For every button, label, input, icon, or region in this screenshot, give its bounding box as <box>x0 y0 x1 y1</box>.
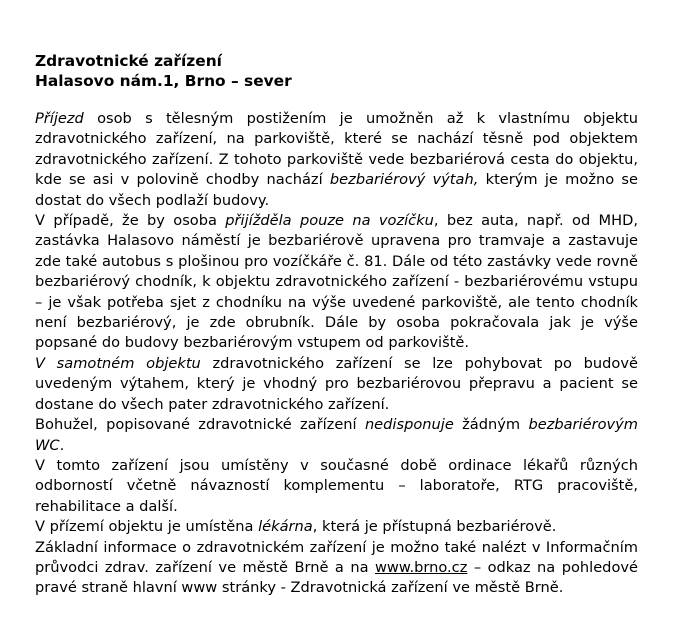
wc-text-c: žádným <box>453 416 529 434</box>
wheelchair-text-c: , bez auta, např. od MHD, zastávka Halasovo náměstí je bezbariérově upravena pro tramvaje a zastavuje zde také autobus s plošinou pro vozíčkáře č. 81. Dále od této zastávky vede rovně bezbariérový chodník, k objektu zdravotnického zařízení - bezbariérovému vstupu – je však potřeba sjet z chodníku na výše uvedené parkoviště, ale tento chodník není bezbariérový, je zde obrubník. Dále by osoba pokračovala jak je výše popsané do budovy bezbariérovým vstupem od parkoviště. <box>35 212 638 352</box>
inside-building-term: V samotném objektu <box>35 354 201 372</box>
barrier-free-lift-term: bezbariérový výtah, <box>329 171 479 189</box>
document-address: Halasovo nám.1, Brno – sever <box>35 72 292 90</box>
paragraph-inside-building <box>35 354 638 415</box>
no-availability-term: nedisponuje <box>364 416 454 434</box>
barrier-free-wc-term: bezbariérovým WC <box>35 416 639 454</box>
arrival-text-c: kterým je možno se dostat do všech podlaží budovy. <box>35 171 638 209</box>
arrival-text-a: osob s tělesným postižením je umožněn až k vlastnímu objektu zdravotnického zařízení, na parkoviště, které se nachází těsně pod objektem zdravotnického zařízení. Z tohoto parkoviště vede bezbariérová cesta do objektu, kde se asi v polovině chodby nachází <box>35 110 638 189</box>
paragraph-clinics <box>35 456 638 517</box>
wc-text-e: . <box>59 436 65 454</box>
wc-text-a: Bohužel, popisované zdravotnické zařízení <box>35 416 365 434</box>
paragraph-wc <box>35 415 638 456</box>
wheelchair-only-term: přijížděla pouze na vozíčku <box>225 212 434 230</box>
pharmacy-text-a: V přízemí objektu je umístěna <box>35 518 259 536</box>
paragraph-wheelchair-arrival <box>35 211 638 354</box>
brno-website-link[interactable]: www.brno.cz <box>375 558 468 576</box>
info-text-b: – odkaz na pohledové pravé straně hlavní www stránky - Zdravotnická zařízení ve městě Brně. <box>35 558 638 597</box>
pharmacy-term: lékárna <box>258 518 313 536</box>
paragraph-pharmacy <box>35 517 638 537</box>
paragraph-arrival <box>35 109 638 211</box>
inside-building-text: zdravotnického zařízení se lze pohybovat po budově uvedeným výtahem, který je vhodný pro bezbariérovou přepravu a pacient se dostane do všech pater zdravotnického zařízení. <box>35 354 638 413</box>
document-title: Zdravotnické zařízení <box>35 52 222 70</box>
info-text-a: Základní informace o zdravotnickém zařízení je možno také nalézt v Informačním průvodci zdrav. zařízení ve městě Brně a na <box>35 538 638 576</box>
arrival-term: Příjezd <box>35 110 84 127</box>
wheelchair-text-a: V případě, že by osoba <box>35 212 226 230</box>
pharmacy-text-c: , která je přístupná bezbariérově. <box>312 518 557 536</box>
document-body <box>35 109 638 599</box>
clinics-text: V tomto zařízení jsou umístěny v současné době ordinace lékařů různých odborností včetně návazností komplementu – laboratoře, RTG pracoviště, rehabilitace a další. <box>35 456 638 515</box>
paragraph-info <box>35 538 638 599</box>
